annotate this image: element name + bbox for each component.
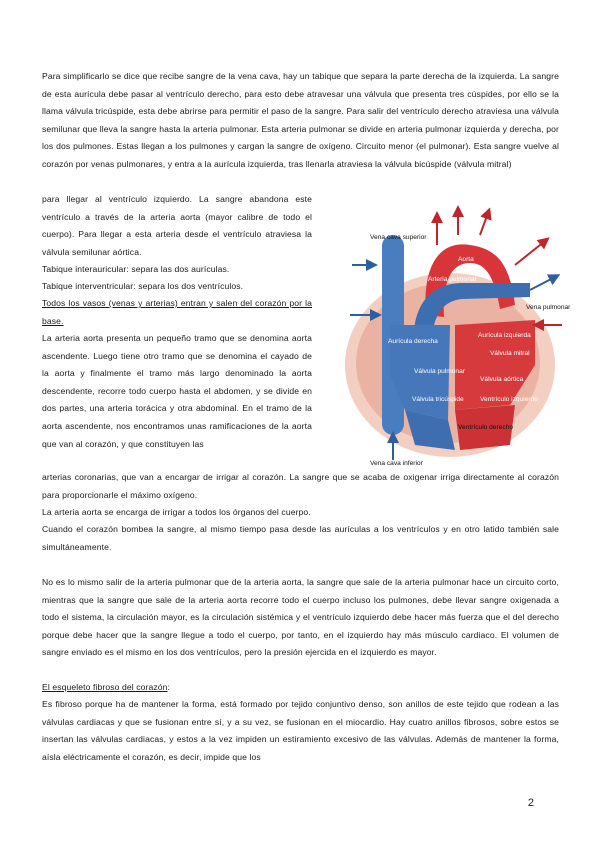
label-ventriculo-derecho: Ventrículo derecho [458,424,513,431]
paragraph-tabique-interauricular: Tabique interauricular: separa las dos aurículas. [42,264,230,274]
paragraph-bombeo: Cuando el corazón bombea la sangre, al mismo tiempo pasa desde las aurículas a los ventrículos y en otro latido también sale simultáneamente. [42,524,559,552]
label-ventriculo-izquierdo: Ventrículo izquierdo [480,396,538,403]
label-valvula-tricuspide: Válvula tricúspide [412,396,464,403]
label-auricula-izquierda: Aurícula izquierda [478,332,531,339]
section-heading-colon: : [167,682,170,692]
label-auricula-derecha: Aurícula derecha [388,338,438,345]
paragraph-aorta: La arteria aorta presenta un pequeño tramo que se denomina aorta ascendente. Luego tiene otro tramo que se denomina el cayado de la aorta y finalmente el tramo más largo denominado la aorta descendente, recorre todo cuerpo hasta el abdomen, y se divide en dos partes, una arteria torácica y otra abdominal. En el tramo de la aorta ascendente, nos encontramos unas ramificaciones de la aorta que van al corazón, y que constituyen las [42,333,312,449]
paragraph-circulacion: Para simplificarlo se dice que recibe sangre de la vena cava, hay un tabique que separa la parte derecha de la izquierda. La sangre de esta aurícula debe pasar al ventrículo derecho, para esto debe atravesar una válvula que presenta tres cúspides, por ello se la llama válvula tricúspide, esta debe abrirse para permitir el paso de la sangre. Para salir del ventrículo derecho atraviesa una válvula semilunar que lleva la sangre hasta la arteria pulmonar. Esta arteria pulmonar se divide en arteria pulmonar izquierda y derecha, por los dos pulmones. Estas llegan a los pulmones y cargan la sangre de oxígeno. Circuito menor (el pulmonar). Esta sangre vuelve al corazón por venas pulmonares, y entra a la aurícula izquierda, tras llenarla atraviesa la válvula bicúspide (válvula mitral) [42,71,559,169]
heart-diagram [330,205,570,475]
paragraph-tabique-interventricular: Tabique interventricular: separa los dos ventrículos. [42,281,244,291]
paragraph-ventriculo-izquierdo: para llegar al ventrículo izquierdo. La sangre abandona este ventrículo a través de la arteria aorta (mayor calibre de todo el cuerpo). Para llegar a esta arteria desde el ventrículo atraviesa la válvula semilunar aórtica. [42,194,312,257]
section-heading-esqueleto [42,679,559,697]
arrow-up-3 [480,213,488,235]
paragraph-coronarias: arterias coronarias, que van a encargar de irrigar al corazón. La sangre que se acaba de oxigenar irriga directamente al corazón para proporcionarle el máximo oxígeno. [42,472,559,500]
arrow-pulmonar-out [530,277,555,290]
label-vena-cava-inferior: Vena cava inferior [370,460,423,467]
paragraph-aorta-organos: La arteria aorta se encarga de irrigar a todos los órganos del cuerpo. [42,507,311,517]
page-number: 2 [527,797,534,809]
label-aorta: Aorta [458,256,474,263]
section-heading-text: El esqueleto fibroso del corazón [42,682,168,692]
label-valvula-mitral: Válvula mitral [490,350,530,357]
label-valvula-aortica: Válvula aórtica [480,376,524,383]
label-arteria-pulmonar: Arteria pulmonar [428,276,477,283]
arrow-right-out [515,241,545,265]
label-vena-pulmonar: Vena pulmonar [526,304,570,311]
paragraph-vasos-base: Todos los vasos (venas y arterias) entran y salen del corazón por la base. [42,298,312,326]
paragraph-circuito-mayor: No es lo mismo salir de la arteria pulmonar que de la arteria aorta, la sangre que sale de la arteria pulmonar hace un circuito corto, mientras que la sangre que sale de la arteria aorta recorre todo el cuerpo incluso los pulmones, debe llevar sangre oxigenada a todo el sistema, la circulación mayor, es la circulación sistémica y el ventrículo izquierdo debe hacer más fuerza que el del derecho porque debe hacer que la sangre llegue a todo el cuerpo, por tanto, en el izquierdo hay más músculo cardiaco. El volumen de sangre enviado es el mismo en los dos ventrículos, pero la presión ejercida en el izquierdo es mayor. [42,577,559,658]
paragraph-esqueleto-fibroso: Es fibroso porque ha de mantener la forma, está formado por tejido conjuntivo denso, son anillos de este tejido que rodean a las válvulas cardiacas y que se fusionan entre sí, y a su vez, se fusionan en el miocardio. Hay cuatro anillos fibrosos, sobre estos se insertan las válvulas cardiacas, y estos a la vez impiden un estiramiento excesivo de las válvulas. Además de mantener la forma, aísla eléctricamente el corazón, es decir, impide que los [42,699,559,762]
label-vena-cava-superior: Vena cava superior [370,234,427,241]
label-valvula-pulmonar: Válvula pulmonar [414,368,465,375]
